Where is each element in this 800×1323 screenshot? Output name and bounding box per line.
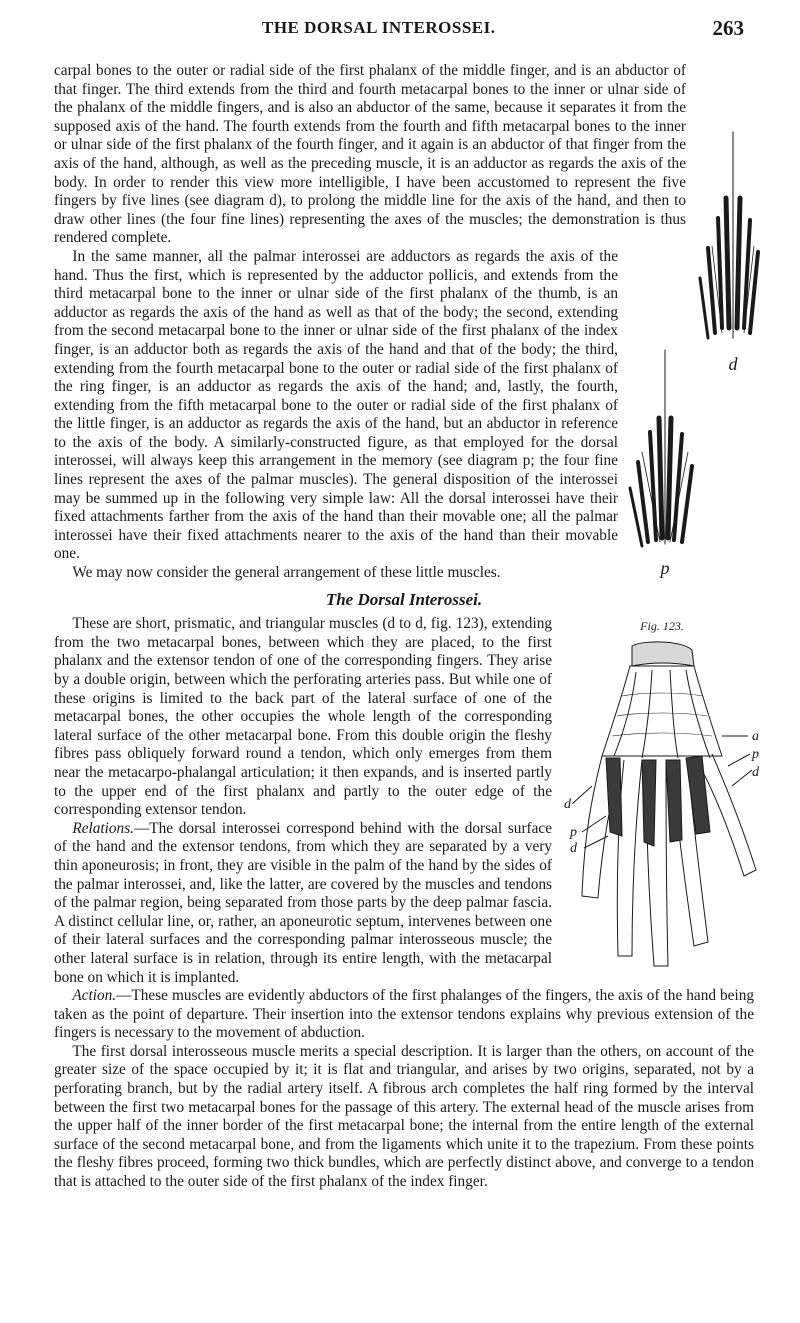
relations-lead: Relations. [72,819,134,837]
paragraph-3: We may now consider the general arrangement of these little muscles. [72,564,501,582]
action-lead: Action. [72,987,117,1005]
section-title: The Dorsal Interossei. [325,589,483,609]
fig-label-d: d [752,764,759,780]
fig-label-p: p [752,746,759,762]
fig-label-a: a [752,728,759,744]
fig-label-p-left: p [570,824,577,840]
hand-illustration [562,636,762,976]
diagram-d-label: d [728,354,738,374]
paragraph-6 [54,987,754,1043]
page-number: 263 [712,16,744,40]
running-head [0,18,800,42]
figure-caption: Fig. 123. [640,619,684,634]
diagram-d [692,128,766,376]
paragraph-4: These are short, prismatic, and triangular muscles (d to d, fig. 123), extending from the two metacarpal bones, between which they are placed, to the first phalanx and the extensor tendon of one of the corresponding fingers. They arise by a double origin, between which the perforating arteries pass. But while one of these origins is limited to the back part of the lateral surface of one of the metacarpal bones, the other occupies the whole length of the corresponding lateral surface of the other metacarpal bone. From this double origin the fleshy fibres pass obliquely forward round a tendon, which only emerges from them near the metacarpo-phalangal articulation; it then expands, and is inserted partly to the upper end of the first phalanx and partly to the outer edge of the corresponding extensor tendon. [54,615,552,819]
fig-label-d-lower: d [570,840,577,856]
running-head-title: THE DORSAL INTEROSSEI. [262,18,496,37]
action-text: —These muscles are evidently abductors of the first phalanges of the fingers, the axis of the hand being taken as the point of departure. Their insertion into the extensor tendons explains why previous extension of the fingers is necessary to the movement of abduction. [54,987,754,1042]
diagram-p-label: p [660,557,670,578]
body-text [54,62,759,1192]
relations-text: —The dorsal interossei correspond behind with the dorsal surface of the hand and the extensor tendons, from which they are separated by a very thin aponeurosis; in front, they are visible in the palm of the hand by the sides of the palmar interossei, and, like the latter, are covered by the muscles and tendons of the palmar region, being separated from those parts by the deep palmar fascia. A distinct cellular line, or, rather, an aponeurotic septum, intervenes between one of their lateral surfaces and the corresponding palmar interosseous muscle; the other lateral surface is in relation, through its entire length, with the metacarpal bone on which it is implanted. [54,819,552,986]
paragraph-7: The first dorsal interosseous muscle merits a special description. It is larger than the others, on account of the greater size of the space occupied by it; it is flat and triangular, and arises by two origins, separated, not by a perforating branch, but by the radial artery itself. A fibrous arch completes the half ring formed by the interval between the first two metacarpal bones for the passage of this artery. The external head of the muscle arises from the upper half of the inner border of the first metacarpal bone; the internal from the entire length of the external surface of the second metacarpal bone, and from the ligaments which unite it to the trapezium. From these points the fleshy fibres proceed, forming two thick bundles, which are perfectly distinct above, and converge to a tendon that is attached to the outer side of the first phalanx of the index finger. [54,1042,754,1191]
paragraph-1: carpal bones to the outer or radial side of the first phalanx of the middle finger, and is an abductor of that finger. The third extends from the third and fourth metacarpal bones to the inner or ulnar side of the phalanx of the middle fingers, and is also an abductor of the same, because it separates it from the supposed axis of the hand. The fourth extends from the fourth and fifth metacarpal bones to the inner or ulnar side of the first phalanx of the fourth finger, and it again is an abductor of that finger from the axis of the hand, although, as well as the preceding muscle, it is an adductor as regards the axis of the body. In order to render this view more intelligible, I have been accustomed to represent the five fingers by five lines (see diagram d), to prolong the middle line for the axis of the hand, and then to draw other lines (the four fine lines) representing the axes of the muscles; the demonstration is thus rendered complete. [54,62,686,247]
fig-label-d-left: d [564,796,571,812]
diagram-p [624,348,698,580]
figure-123 [562,617,762,975]
paragraph-2: In the same manner, all the palmar interossei are adductors as regards the axis of the hand. Thus the first, which is represented by the adductor pollicis, and extends from the third metacarpal bone to the inner or ulnar side of the first phalanx of the thumb, is an adductor as regards the axis of the hand as well as that of the body; the second, extending from the second metacarpal bone to the inner or ulnar side of the first phalanx of the index finger, is an adductor both as regards the axis of the hand and that of the body; the third, extending from the fourth metacarpal bone to the outer or radial side of the first phalanx of the ring finger, is an adductor as regards the axis of the hand; and, lastly, the fourth, extending from the fifth metacarpal bone to the outer or radial side of the first phalanx of the little finger, is an adductor as regards the axis of the hand, but an abductor in reference to the axis of the body. A similarly-constructed figure, as that employed for the dorsal interossei, will always keep this arrangement in the memory (see diagram p; the four fine lines represent the axes of the palmar muscles). The general disposition of the interossei may be summed up in the following very simple law: All the dorsal interossei have their fixed attachments farther from the axis of the hand than their movable one; all the palmar interossei have their fixed attachments nearer to the axis of the hand than their movable one. [54,247,618,563]
